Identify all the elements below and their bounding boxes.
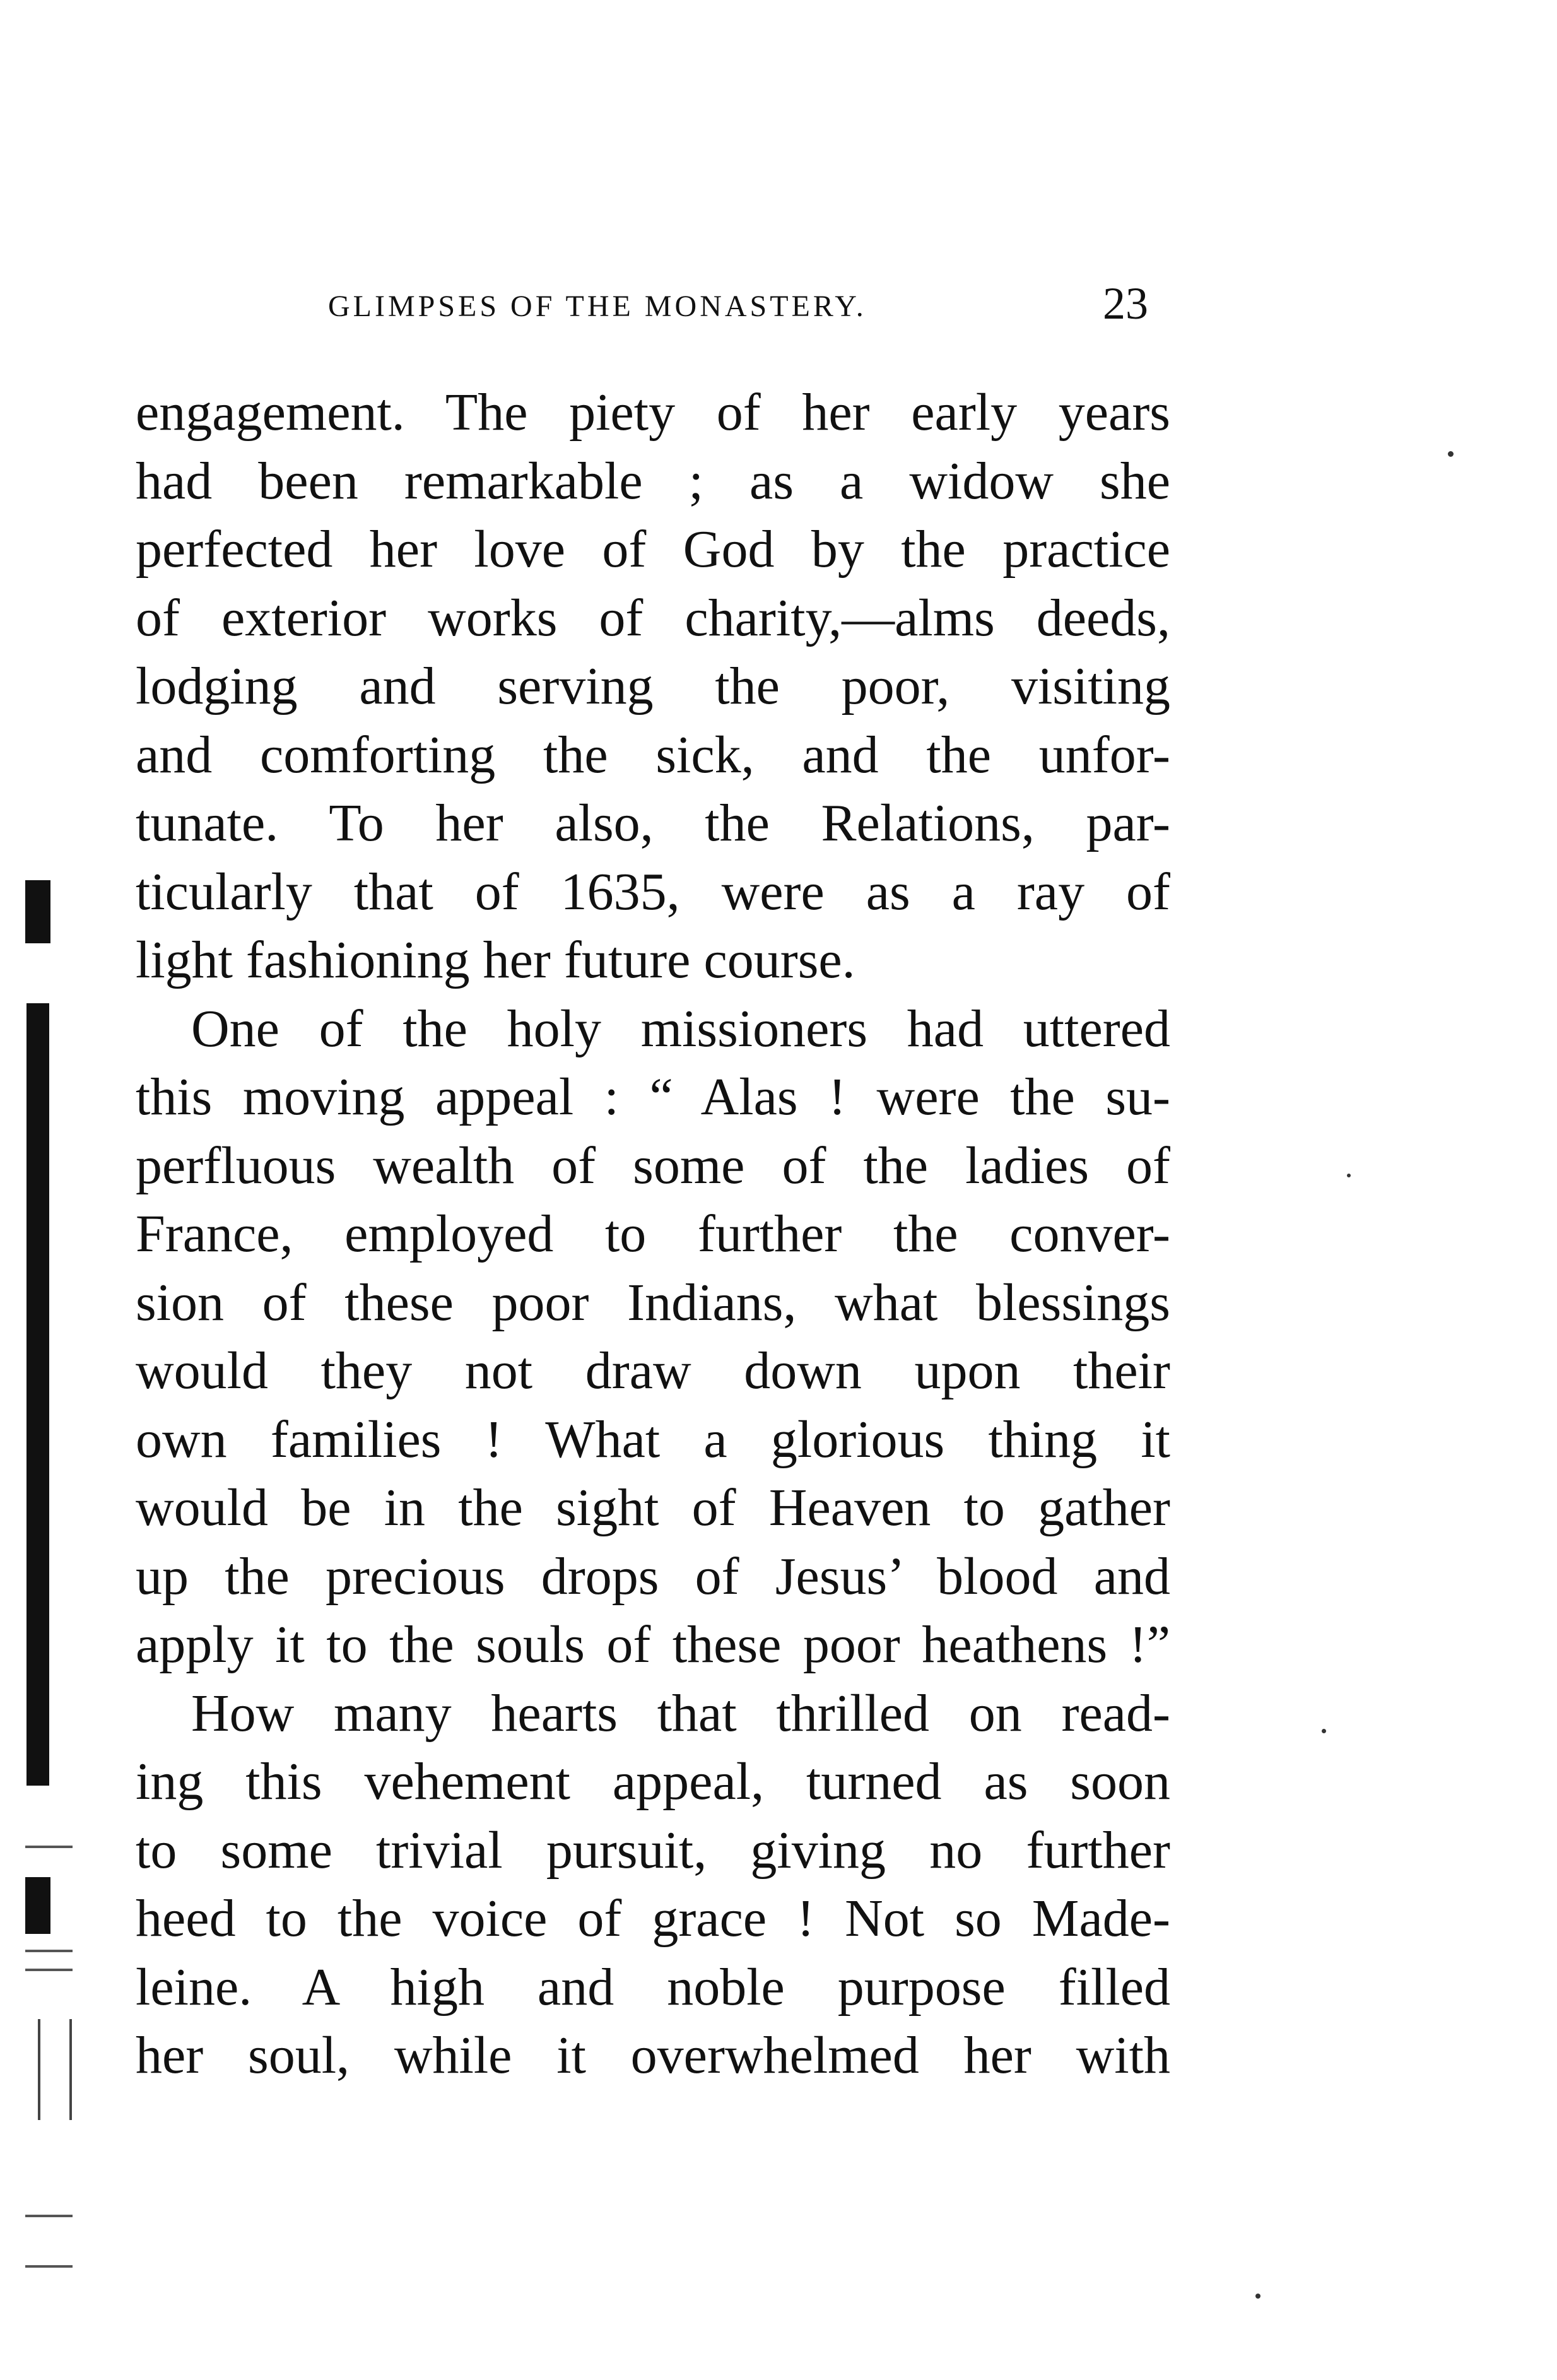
binding-mark-top bbox=[25, 880, 50, 943]
scan-rule bbox=[25, 1846, 73, 1848]
dust-speck bbox=[1255, 2294, 1260, 2299]
page-number: 23 bbox=[1103, 278, 1148, 329]
text-line: ticularly that of 1635, were as a ray of bbox=[136, 862, 1170, 921]
text-line: this moving appeal : “ Alas ! were the su- bbox=[136, 1068, 1170, 1126]
scan-rule bbox=[25, 2265, 73, 2268]
dust-speck bbox=[1322, 1729, 1326, 1733]
text-line: tunate. To her also, the Relations, par- bbox=[136, 794, 1170, 852]
paragraph-1 bbox=[136, 379, 1170, 995]
scan-rule bbox=[25, 1969, 73, 1971]
dust-speck bbox=[1347, 1174, 1351, 1177]
text-line: and comforting the sick, and the unfor- bbox=[136, 725, 1170, 784]
paragraph-2 bbox=[136, 995, 1170, 1680]
text-line: had been remarkable ; as a widow she bbox=[136, 451, 1170, 510]
text-line: ing this vehement appeal, turned as soon bbox=[136, 1752, 1170, 1811]
text-line: perfluous wealth of some of the ladies of bbox=[136, 1136, 1170, 1195]
text-line: lodging and serving the poor, visiting bbox=[136, 657, 1170, 716]
text-line: would they not draw down upon their bbox=[136, 1341, 1170, 1400]
text-line: her soul, while it overwhelmed her with bbox=[136, 2026, 1170, 2085]
binding-mark-bottom bbox=[25, 1877, 50, 1934]
text-line: apply it to the souls of these poor heathens !” bbox=[136, 1615, 1170, 1674]
text-line: France, employed to further the conver- bbox=[136, 1205, 1170, 1263]
text-line: perfected her love of God by the practice bbox=[136, 520, 1170, 579]
text-line: sion of these poor Indians, what blessings bbox=[136, 1273, 1170, 1332]
running-head bbox=[328, 278, 1148, 341]
text-line: would be in the sight of Heaven to gather bbox=[136, 1478, 1170, 1537]
running-title: GLIMPSES OF THE MONASTERY. bbox=[328, 290, 867, 323]
body-text bbox=[136, 379, 1170, 2090]
text-line: heed to the voice of grace ! Not so Made- bbox=[136, 1889, 1170, 1948]
scan-tick bbox=[69, 2019, 72, 2120]
binding-strip bbox=[26, 1003, 49, 1786]
text-line: leine. A high and noble purpose filled bbox=[136, 1957, 1170, 2017]
text-line: engagement. The piety of her early years bbox=[136, 383, 1170, 442]
scan-tick bbox=[38, 2019, 40, 2120]
text-line: One of the holy missioners had uttered bbox=[191, 999, 1170, 1058]
scan-rule bbox=[25, 1950, 73, 1952]
text-line: light fashioning her future course. bbox=[136, 931, 855, 989]
text-line: How many hearts that thrilled on read- bbox=[191, 1683, 1170, 1743]
text-line: own families ! What a glorious thing it bbox=[136, 1410, 1170, 1469]
paragraph-3 bbox=[136, 1680, 1170, 2090]
text-line: up the precious drops of Jesus’ blood and bbox=[136, 1546, 1170, 1606]
text-line: to some trivial pursuit, giving no further bbox=[136, 1820, 1170, 1880]
text-line: of exterior works of charity,—alms deeds, bbox=[136, 588, 1170, 647]
dust-speck bbox=[1448, 451, 1454, 457]
scan-rule bbox=[25, 2215, 73, 2217]
